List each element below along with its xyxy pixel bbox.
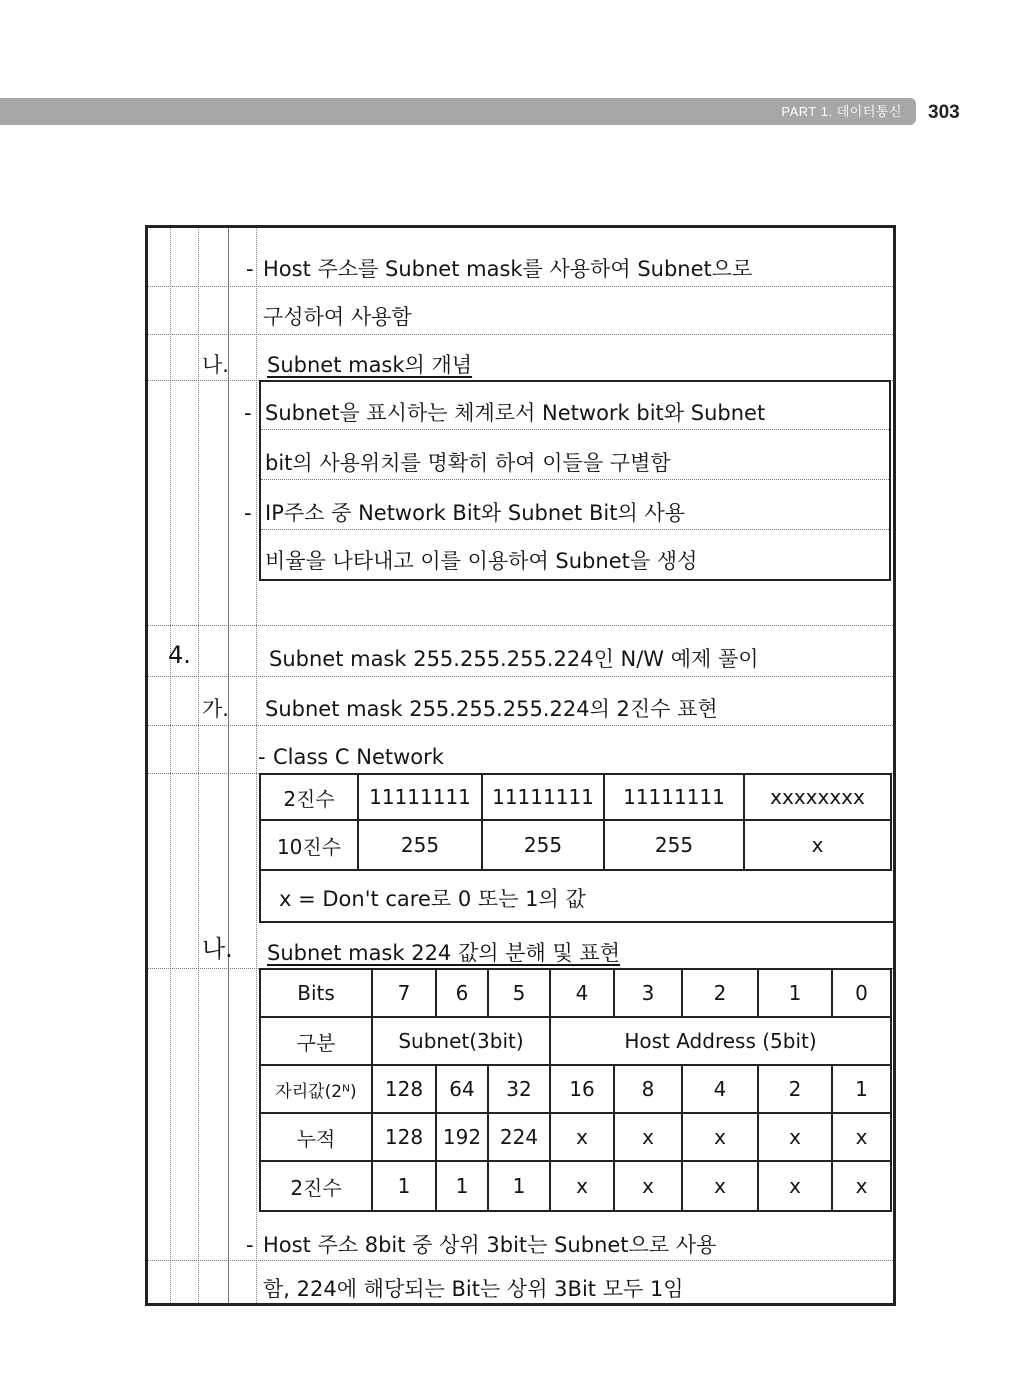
table-cell: 255 <box>482 820 604 870</box>
section-title-concept: Subnet mask의 개념 <box>267 353 473 377</box>
margin-line <box>170 228 171 1303</box>
table-cell: x <box>614 1161 682 1211</box>
table-cell: 8 <box>614 1065 682 1113</box>
notebook-sheet <box>145 225 896 1306</box>
margin-line <box>228 228 229 1303</box>
sub-marker-ga: 가. <box>202 697 229 721</box>
host-line-2: 구성하여 사용함 <box>263 305 412 329</box>
ruled-line <box>148 725 893 726</box>
table-cell: 2진수 <box>260 1161 372 1211</box>
header-band <box>0 98 916 125</box>
table-cell: 192 <box>436 1113 488 1161</box>
page-number: 303 <box>928 102 960 123</box>
bits-binary-row <box>260 1161 891 1211</box>
table-cell: 1 <box>832 1065 891 1113</box>
table-cell: 5 <box>488 969 550 1017</box>
table-cell: 224 <box>488 1113 550 1161</box>
ruled-line <box>148 676 893 677</box>
dash: - <box>246 257 254 281</box>
table-cell: 1 <box>372 1161 436 1211</box>
breakdown-title: Subnet mask 224 값의 분해 및 표현 <box>267 941 620 965</box>
table-cell: 255 <box>358 820 482 870</box>
table-cell: x <box>758 1161 832 1211</box>
table-cell: x <box>614 1113 682 1161</box>
concept-line-4: 비율을 나타내고 이를 이용하여 Subnet을 생성 <box>265 549 698 573</box>
dont-care-note: x = Don't care로 0 또는 1의 값 <box>279 887 586 911</box>
table-cell: 11111111 <box>358 774 482 820</box>
example-title: Subnet mask 255.255.255.224인 N/W 예제 풀이 <box>269 647 759 671</box>
host-span-cell: Host Address (5bit) <box>550 1017 891 1065</box>
bits-header-row <box>260 969 891 1017</box>
table-cell: 2진수 <box>260 774 358 820</box>
table-cell: 0 <box>832 969 891 1017</box>
dash: - <box>246 1233 254 1257</box>
table-cell: 6 <box>436 969 488 1017</box>
binary-title: Subnet mask 255.255.255.224의 2진수 표현 <box>265 697 718 721</box>
table-cell: 자리값(2ᴺ) <box>260 1065 372 1113</box>
table-cell: 32 <box>488 1065 550 1113</box>
host-line-1: Host 주소를 Subnet mask를 사용하여 Subnet으로 <box>263 257 753 281</box>
margin-line <box>256 228 257 1303</box>
sub-marker-na2: 나. <box>202 935 233 963</box>
table-cell: 128 <box>372 1065 436 1113</box>
table-cell: x <box>832 1161 891 1211</box>
table-cell: Bits <box>260 969 372 1017</box>
table-cell: 2 <box>682 969 758 1017</box>
table-cell: 255 <box>604 820 744 870</box>
ruled-line <box>148 625 893 626</box>
section-marker-na: 나. <box>202 353 229 377</box>
division-row <box>260 1017 891 1065</box>
table-cell: x <box>550 1161 614 1211</box>
table-cell: 구분 <box>260 1017 372 1065</box>
margin-line <box>198 228 199 1303</box>
section-marker-4: 4. <box>168 641 191 669</box>
class-c-label: Class C Network <box>273 745 444 769</box>
decimal-row <box>260 820 891 870</box>
cumulative-row <box>260 1113 891 1161</box>
ruled-line <box>261 429 889 430</box>
table-cell: 2 <box>758 1065 832 1113</box>
table-cell: x <box>682 1161 758 1211</box>
table-cell: 3 <box>614 969 682 1017</box>
table-cell: 64 <box>436 1065 488 1113</box>
part-label: PART 1. 데이터통신 <box>781 104 902 119</box>
table-cell: xxxxxxxx <box>744 774 891 820</box>
host-note-2: 함, 224에 해당되는 Bit는 상위 3Bit 모두 1임 <box>263 1277 684 1301</box>
host-note-1: Host 주소 8bit 중 상위 3bit는 Subnet으로 사용 <box>263 1233 717 1257</box>
table-cell: 11111111 <box>604 774 744 820</box>
table-cell: 4 <box>550 969 614 1017</box>
concept-line-2: bit의 사용위치를 명확히 하여 이들을 구별함 <box>265 451 671 475</box>
ruled-line <box>148 286 893 287</box>
table-cell: 1 <box>758 969 832 1017</box>
ruled-line <box>148 1260 893 1261</box>
table-cell: 16 <box>550 1065 614 1113</box>
dash: - <box>244 501 252 525</box>
dash: - <box>258 745 266 769</box>
ruled-line <box>148 334 893 335</box>
table-cell: x <box>550 1113 614 1161</box>
ruled-line <box>261 529 889 530</box>
table-cell: 1 <box>436 1161 488 1211</box>
place-value-row <box>260 1065 891 1113</box>
concept-line-3: IP주소 중 Network Bit와 Subnet Bit의 사용 <box>265 501 685 525</box>
table-cell: 1 <box>488 1161 550 1211</box>
ruled-line <box>261 479 889 480</box>
table-cell: x <box>744 820 891 870</box>
dash: - <box>244 401 252 425</box>
class-c-table <box>259 773 892 871</box>
binary-row <box>260 774 891 820</box>
table-cell: 누적 <box>260 1113 372 1161</box>
table-cell: 128 <box>372 1113 436 1161</box>
table-cell: 11111111 <box>482 774 604 820</box>
bits-table <box>259 968 892 1212</box>
subnet-span-cell: Subnet(3bit) <box>372 1017 550 1065</box>
table-cell: x <box>832 1113 891 1161</box>
table-cell: 7 <box>372 969 436 1017</box>
table-cell: 4 <box>682 1065 758 1113</box>
concept-line-1: Subnet을 표시하는 체계로서 Network bit와 Subnet <box>265 401 766 425</box>
table-cell: 10진수 <box>260 820 358 870</box>
table-cell: x <box>682 1113 758 1161</box>
table-cell: x <box>758 1113 832 1161</box>
